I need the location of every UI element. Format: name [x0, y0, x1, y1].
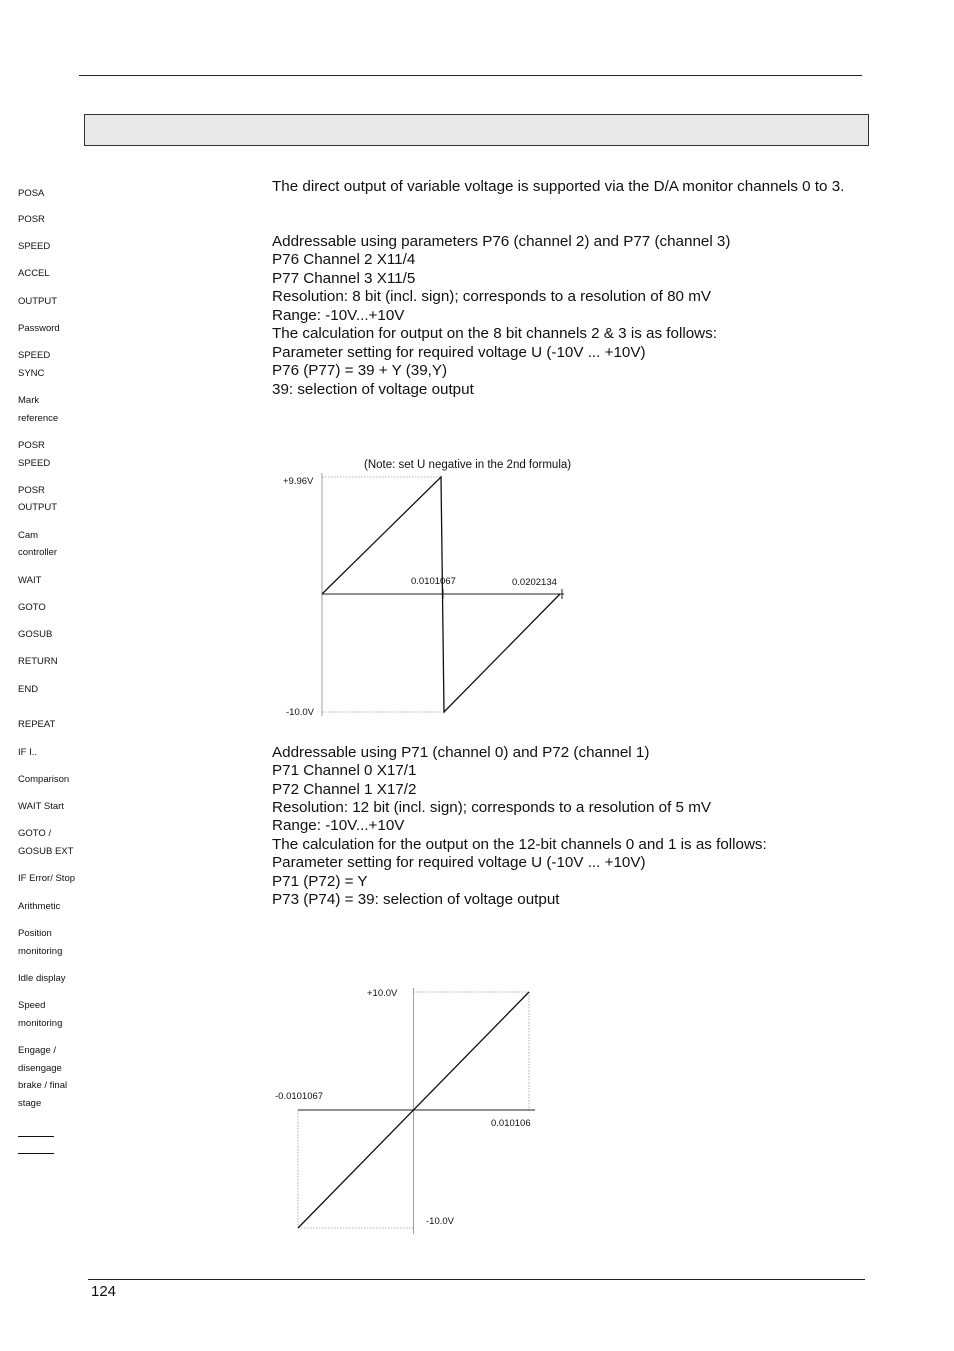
- x-tick-label-mid: 0.0101067: [411, 576, 456, 587]
- sidebar-item-goto-gosub-ext-1[interactable]: GOTO /: [18, 828, 52, 839]
- sidebar-item-idle-display[interactable]: Idle display: [18, 973, 66, 984]
- sidebar-item-wait-start[interactable]: WAIT Start: [18, 801, 64, 812]
- sidebar-item-comparison[interactable]: Comparison: [18, 774, 70, 785]
- sidebar-item-position-monitoring-2[interactable]: monitoring: [18, 946, 63, 957]
- sidebar-item-position-monitoring-1[interactable]: Position: [18, 928, 52, 939]
- sidebar-item-output[interactable]: OUTPUT: [18, 296, 58, 307]
- chart-annotation: (Note: set U negative in the 2nd formula): [364, 459, 572, 471]
- sidebar-item-cam-controller-2[interactable]: controller: [18, 547, 58, 558]
- x-tick-label-end: 0.0202134: [512, 577, 557, 588]
- text-line: Parameter setting for required voltage U (-10V ... +10V): [272, 344, 646, 361]
- text-line: P77 Channel 3 X11/5: [272, 270, 416, 287]
- text-line: Addressable using parameters P76 (channel 2) and P77 (channel 3): [272, 233, 731, 250]
- sidebar-item-speed-monitoring-2[interactable]: monitoring: [18, 1018, 63, 1029]
- sidebar-item-posr-speed-1[interactable]: POSR: [18, 440, 45, 451]
- text-line: The calculation for the output on the 12-bit channels 0 and 1 is as follows:: [272, 836, 767, 853]
- text-line: Range: -10V...+10V: [272, 817, 405, 834]
- y-tick-label-bottom: -10.0V: [286, 707, 314, 718]
- sidebar-item-speed-monitoring-1[interactable]: Speed: [18, 1000, 46, 1011]
- text-line: Addressable using P71 (channel 0) and P72 (channel 1): [272, 744, 650, 761]
- text-line: P71 Channel 0 X17/1: [272, 762, 417, 779]
- sidebar-item-speed[interactable]: SPEED: [18, 241, 51, 252]
- sidebar-item-end[interactable]: END: [18, 684, 39, 695]
- intro-paragraph: The direct output of variable voltage is supported via the D/A monitor channels 0 to 3.: [272, 178, 845, 195]
- x-tick-label-left: -0.0101067: [275, 1091, 324, 1102]
- text-line: Resolution: 12 bit (incl. sign); corresponds to a resolution of 5 mV: [272, 799, 711, 816]
- y-tick-label-top: +10.0V: [367, 988, 398, 999]
- text-line: P73 (P74) = 39: selection of voltage output: [272, 891, 560, 908]
- chart-axes: [298, 988, 535, 1234]
- y-tick-label-bottom: -10.0V: [426, 1216, 454, 1227]
- sidebar-item-engage-brake-1[interactable]: Engage /: [18, 1045, 57, 1056]
- sidebar-item-speed-sync-2[interactable]: SYNC: [18, 368, 45, 379]
- page-number: 124: [91, 1283, 117, 1300]
- sidebar-item-engage-brake-4[interactable]: stage: [18, 1098, 42, 1109]
- text-line: 39: selection of voltage output: [272, 381, 474, 398]
- text-line: P72 Channel 1 X17/2: [272, 781, 417, 798]
- sidebar-item-repeat[interactable]: REPEAT: [18, 719, 56, 730]
- sidebar-item-engage-brake-3[interactable]: brake / final: [18, 1080, 68, 1091]
- text-line: The calculation for output on the 8 bit channels 2 & 3 is as follows:: [272, 325, 717, 342]
- y-tick-label-top: +9.96V: [283, 476, 314, 487]
- sidebar-item-posa[interactable]: POSA: [18, 188, 45, 199]
- sidebar-item-arithmetic[interactable]: Arithmetic: [18, 901, 61, 912]
- text-line: Range: -10V...+10V: [272, 307, 405, 324]
- sidebar-item-posr-speed-2[interactable]: SPEED: [18, 458, 51, 469]
- sidebar-item-posr-output-2[interactable]: OUTPUT: [18, 502, 58, 513]
- text-line: P71 (P72) = Y: [272, 873, 368, 890]
- sidebar-item-goto[interactable]: GOTO: [18, 602, 46, 613]
- sidebar-item-if-error-stop[interactable]: IF Error/ Stop: [18, 873, 76, 884]
- sidebar-item-if[interactable]: IF I..: [18, 747, 37, 758]
- bottom-rule: [88, 1279, 865, 1280]
- sidebar-item-password[interactable]: Password: [18, 323, 60, 334]
- sidebar-item-engage-brake-2[interactable]: disengage: [18, 1063, 62, 1074]
- sidebar-item-gosub[interactable]: GOSUB: [18, 629, 53, 640]
- sidebar-item-goto-gosub-ext-2[interactable]: GOSUB EXT: [18, 846, 74, 857]
- text-line: P76 Channel 2 X11/4: [272, 251, 416, 268]
- sidebar-item-wait[interactable]: WAIT: [18, 575, 42, 586]
- text-line: Resolution: 8 bit (incl. sign); corresponds to a resolution of 80 mV: [272, 288, 711, 305]
- text-line: P76 (P77) = 39 + Y (39,Y): [272, 362, 448, 379]
- sidebar-item-cam-controller-1[interactable]: Cam: [18, 530, 39, 541]
- sidebar-item-posr[interactable]: POSR: [18, 214, 45, 225]
- text-line: Parameter setting for required voltage U (-10V ... +10V): [272, 854, 646, 871]
- sidebar-item-accel[interactable]: ACCEL: [18, 268, 50, 279]
- sidebar-item-return[interactable]: RETURN: [18, 656, 58, 667]
- x-tick-label-right: 0.010106: [491, 1118, 531, 1129]
- sidebar-item-mark-reference-1[interactable]: Mark: [18, 395, 40, 406]
- sidebar-item-posr-output-1[interactable]: POSR: [18, 485, 45, 496]
- sidebar-item-mark-reference-2[interactable]: reference: [18, 413, 59, 424]
- sidebar-item-speed-sync-1[interactable]: SPEED: [18, 350, 51, 361]
